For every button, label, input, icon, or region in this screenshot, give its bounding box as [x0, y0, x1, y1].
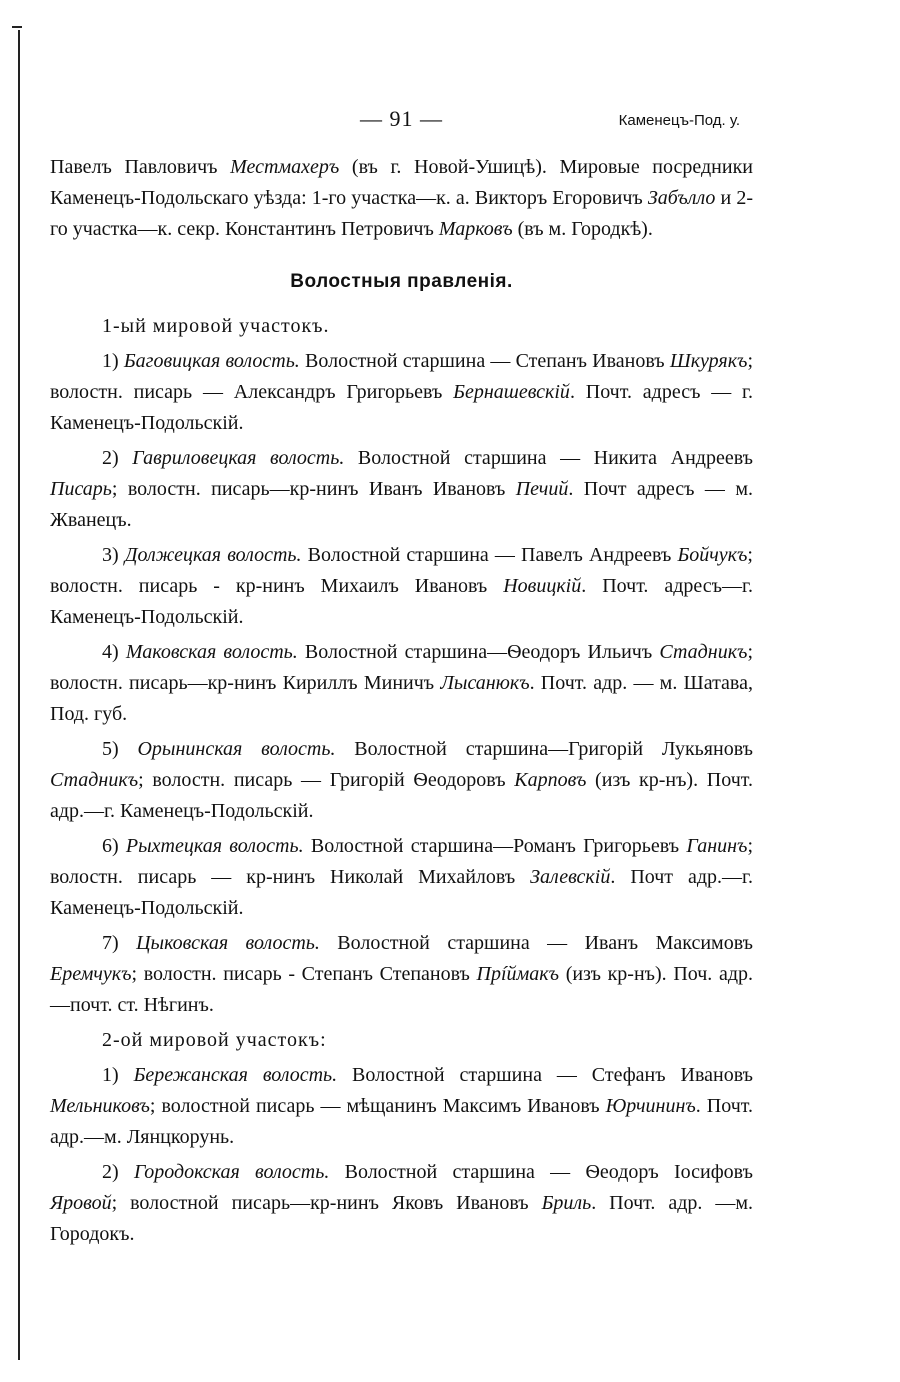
entry-volost: Бережанская волость. — [133, 1064, 338, 1086]
entry-name: Залевскій — [530, 866, 611, 888]
entry-name: Бернашевскій — [453, 381, 570, 403]
entry-text: Волостной старшина — Павелъ Андреевъ — [301, 544, 678, 566]
entry-name: Новицкій — [503, 575, 582, 597]
entry-name: Стадникъ — [50, 769, 139, 791]
entry-name: Бриль — [541, 1192, 592, 1214]
entry-name: Ганинъ — [686, 835, 748, 857]
entry — [50, 346, 753, 439]
entry-volost: Баговицкая волость. — [123, 350, 300, 372]
entry-text: ; волостн. писарь - Степанъ Степановъ — [131, 963, 477, 985]
entry-number: 6) — [102, 835, 126, 857]
entry-text: (изъ кр-нъ). Поч. адр.—почт. ст. Нѣгинъ. — [50, 963, 753, 1016]
entry-text: . Почт. адресъ — г. Каменецъ-Подольскій. — [50, 381, 753, 434]
entry-name: Прíймакъ — [476, 963, 560, 985]
entry-text: (изъ кр-нъ). Почт. адр.—г. Каменецъ-Подольскій. — [50, 769, 753, 822]
entry-name: Лысанюкъ — [440, 672, 530, 694]
entry-text: Волостной старшина — Иванъ Максимовъ — [319, 932, 753, 954]
entry-volost: Гавриловецкая волость. — [132, 447, 345, 469]
entry — [50, 1157, 753, 1250]
entry-text: . Почт. адр. — м. Шатава, Под. губ. — [50, 672, 753, 725]
entry-volost: Рыхтецкая волость. — [125, 835, 304, 857]
entry — [50, 831, 753, 924]
entry-number: 3) — [102, 544, 125, 566]
intro-text: Павелъ Павловичъ — [50, 156, 231, 178]
district-1-title: 1-ый мировой участокъ. — [102, 315, 330, 337]
page-edge-mark — [12, 26, 22, 28]
section-title: Волостныя правленія. — [290, 271, 513, 292]
entry-volost: Цыковская волость. — [136, 932, 320, 954]
entry-name: Бойчукъ — [677, 544, 748, 566]
entry-text: ; волостн. писарь — Александръ Григорьевъ — [50, 350, 753, 403]
entry-text: Волостной старшина — Степанъ Ивановъ — [299, 350, 670, 372]
page-header — [50, 106, 750, 136]
entry — [50, 637, 753, 730]
entry-text: . Почт. адр.—м. Лянцкорунь. — [50, 1095, 753, 1148]
entry-text: Волостной старшина — Ѳеодоръ Іосифовъ — [329, 1161, 753, 1183]
intro-text: (въ м. Городкѣ). — [512, 218, 653, 240]
entry-text: . Почт адр.—г. Каменецъ-Подольскій. — [50, 866, 753, 919]
entry-number: 2) — [102, 447, 133, 469]
entry-text: Волостной старшина—Романъ Григорьевъ — [303, 835, 687, 857]
intro-text: и 2-го участка—к. секр. Константинъ Петровичъ — [50, 187, 753, 240]
entry-text: . Почт. адресъ—г. Каменецъ-Подольскій. — [50, 575, 753, 628]
entry-name: Печий — [515, 478, 569, 500]
district-2-title: 2-ой мировой участокъ: — [102, 1029, 327, 1051]
intro-name: Забълло — [647, 187, 716, 209]
intro-name: Местмахеръ — [230, 156, 340, 178]
entry-text: ; волостн. писарь — Григорій Ѳеодоровъ — [138, 769, 515, 791]
entry-text: Волостной старшина—Ѳеодоръ Ильичъ — [297, 641, 660, 663]
page-body — [50, 152, 753, 1250]
entry-name: Яровой — [50, 1192, 112, 1214]
entry-name: Стадникъ — [659, 641, 748, 663]
entry-text: ; волостн. писарь—кр-нинъ Кириллъ Миничъ — [50, 641, 753, 694]
intro-text: (въ г. Новой-Ушицѣ). Мировые посредники Каменецъ-Подольскаго уѣзда: 1-го участка—к. а. Викторъ Егоровичъ — [50, 156, 753, 209]
entry-number: 1) — [102, 1064, 134, 1086]
entry-text: Волостной старшина — Стефанъ Ивановъ — [337, 1064, 753, 1086]
entry — [50, 928, 753, 1021]
page-number: — 91 — — [360, 106, 443, 131]
entry-number: 1) — [102, 350, 124, 372]
entry-volost: Маковская волость. — [125, 641, 298, 663]
entry-name: Карповъ — [514, 769, 587, 791]
entry-name: Юрчининъ — [605, 1095, 696, 1117]
entry-text: ; волостн. писарь - кр-нинъ Михаилъ Ивановъ — [50, 544, 753, 597]
entry-text: ; волостной писарь—кр-нинъ Яковъ Ивановъ — [111, 1192, 542, 1214]
entry-text: . Почт адресъ — м. Жванецъ. — [50, 478, 753, 531]
entry-text: Волостной старшина — Никита Андреевъ — [344, 447, 753, 469]
entry — [50, 1060, 753, 1153]
entry-name: Мельниковъ — [50, 1095, 150, 1117]
page-edge-line — [18, 30, 20, 1360]
entry-volost: Орынинская волость. — [137, 738, 336, 760]
entry-text: . Почт. адр. —м. Городокъ. — [50, 1192, 753, 1245]
entry-volost: Городокская волость. — [133, 1161, 330, 1183]
entry-number: 2) — [102, 1161, 134, 1183]
entry-number: 7) — [102, 932, 137, 954]
intro-name: Марковъ — [438, 218, 513, 240]
entry-name: Шкурякъ — [669, 350, 748, 372]
entry-name: Еремчукъ — [50, 963, 132, 985]
entry-volost: Должецкая волость. — [124, 544, 302, 566]
entry-text: ; волостн. писарь — кр-нинъ Николай Михайловъ — [50, 835, 753, 888]
entry — [50, 443, 753, 536]
entry-text: ; волостн. писарь—кр-нинъ Иванъ Ивановъ — [111, 478, 516, 500]
entry-text: ; волостной писарь — мѣщанинъ Максимъ Ивановъ — [149, 1095, 606, 1117]
entry — [50, 540, 753, 633]
entry-name: Писарь — [50, 478, 112, 500]
intro-paragraph — [50, 152, 753, 245]
entry-number: 5) — [102, 738, 138, 760]
entry-text: Волостной старшина—Григорій Лукьяновъ — [335, 738, 753, 760]
entry — [50, 734, 753, 827]
entry-number: 4) — [102, 641, 126, 663]
running-head: Каменецъ-Под. у. — [618, 112, 740, 129]
